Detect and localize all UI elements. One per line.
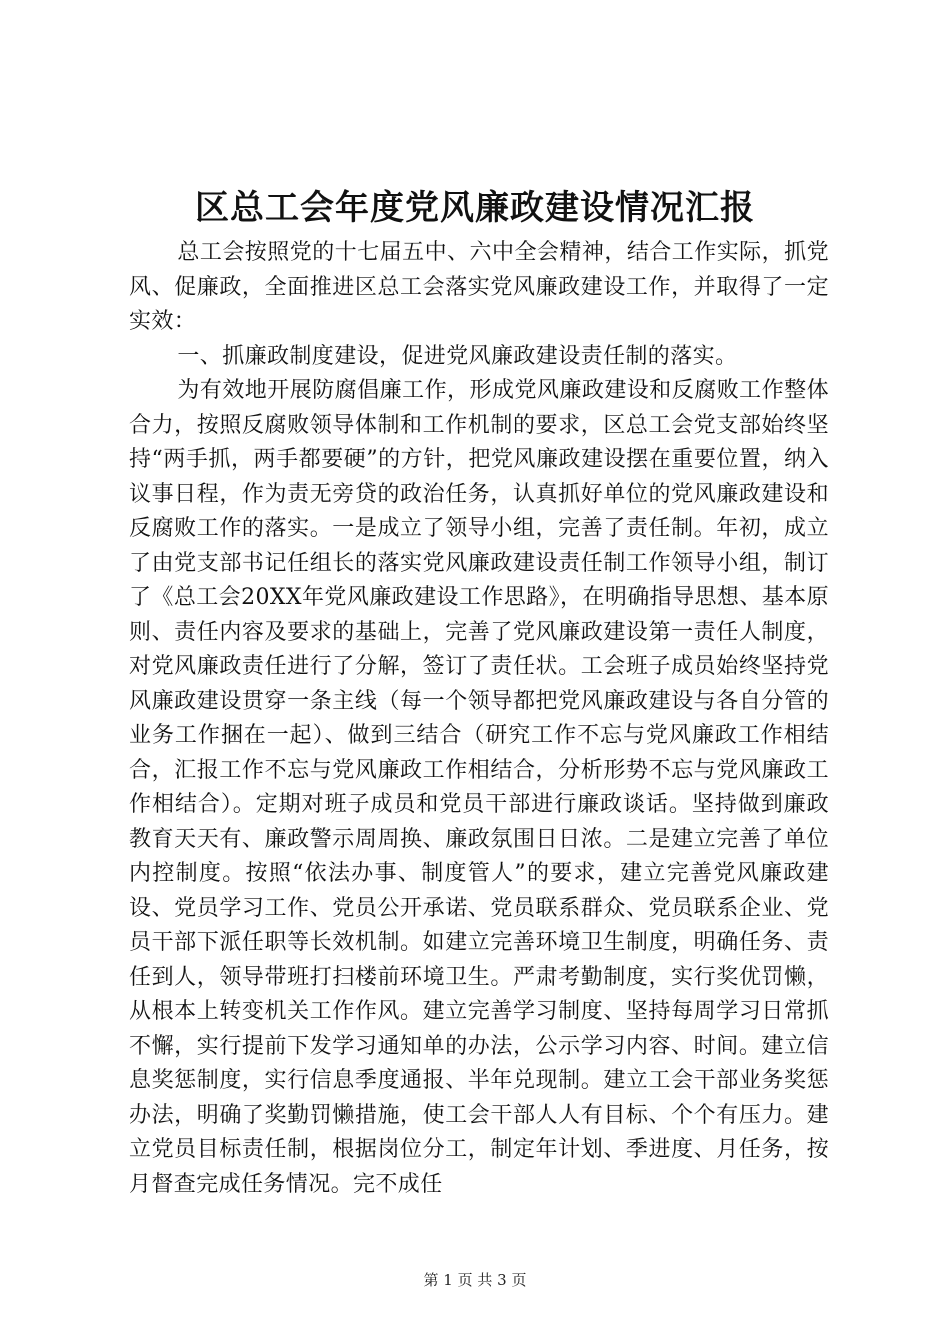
paragraph-intro: 总工会按照党的十七届五中、六中全会精神，结合工作实际，抓党风、促廉政，全面推进区总工会落实党风廉政建设工作，并取得了一定实效： — [129, 240, 829, 334]
paragraph-main: 为有效地开展防腐倡廉工作，形成党风廉政建设和反腐败工作整体合力，按照反腐败领导体制和工作机制的要求，区总工会党支部始终坚持“两手抓，两手都要硬”的方针，把党风廉政建设摆在重要位置，纳入议事日程，作为责无旁贷的政治任务，认真抓好单位的党风廉政建设和反腐败工作的落实。一是成立了领导小组，完善了责任制。年初，成立了由党支部书记任组长的落实党风廉政建设责任制工作领导小组，制订了《总工会20XX年党风廉政建设工作思路》，在明确指导思想、基本原则、责任内容及要求的基础上，完善了党风廉政建设第一责任人制度，对党风廉政责任进行了分解，签订了责任状。工会班子成员始终坚持党风廉政建设贯穿一条主线（每一个领导都把党风廉政建设与各自分管的业务工作捆在一起）、做到三结合（研究工作不忘与党风廉政工作相结合，汇报工作不忘与党风廉政工作相结合，分析形势不忘与党风廉政工作相结合）。定期对班子成员和党员干部进行廉政谈话。坚持做到廉政教育天天有、廉政警示周周换、廉政氛围日日浓。二是建立完善了单位内控制度。按照“依法办事、制度管人”的要求，建立完善党风廉政建设、党员学习工作、党员公开承诺、党员联系群众、党员联系企业、党员干部下派任职等长效机制。如建立完善环境卫生制度，明确任务、责任到人，领导带班打扫楼前环境卫生。严肃考勤制度，实行奖优罚懒，从根本上转变机关工作作风。建立完善学习制度、坚持每周学习日常抓不懈，实行提前下发学习通知单的办法，公示学习内容、时间。建立信息奖惩制度，实行信息季度通报、半年兑现制。建立工会干部业务奖惩办法，明确了奖勤罚懒措施，使工会干部人人有目标、个个有压力。建立党员目标责任制，根据岗位分工，制定年计划、季进度、月任务，按月督查完成任务情况。完不成任 — [129, 378, 829, 1197]
paragraph-section-heading: 一、抓廉政制度建设，促进党风廉政建设责任制的落实。 — [177, 343, 738, 369]
page-number-footer: 第 1 页 共 3 页 — [423, 1271, 527, 1289]
document-title: 区总工会年度党风廉政建设情况汇报 — [195, 188, 755, 228]
document-body — [129, 236, 829, 1202]
